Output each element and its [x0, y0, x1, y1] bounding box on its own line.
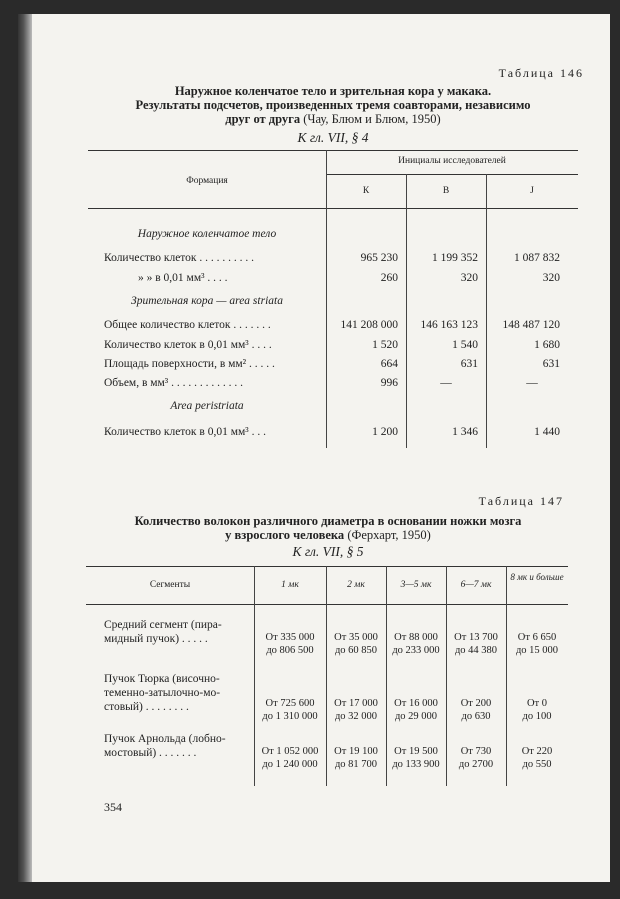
cell-value: 1 087 832 [514, 252, 560, 264]
range-cell: От 19 100 до 81 700 [334, 746, 378, 770]
row-label: Площадь поверхности, в мм² . . . . . [104, 358, 275, 370]
table-147-top-rule [86, 566, 568, 567]
header-diameter: 2 мк [347, 580, 365, 590]
range-cell: От 725 600 до 1 310 000 [262, 698, 318, 722]
table-147-head-rule [86, 604, 568, 605]
cell-value: 146 163 123 [420, 319, 478, 331]
range-cell: От 1 052 000 до 1 240 000 [261, 746, 319, 770]
header-initials: Инициалы исследователей [398, 156, 506, 166]
cell-value: 1 680 [534, 339, 560, 351]
table-146-caption [98, 84, 568, 126]
scan-shadow-edge [18, 14, 32, 882]
cell-value: 1 540 [452, 339, 478, 351]
segment-label [104, 618, 222, 646]
cell-value: 1 520 [372, 339, 398, 351]
label-line: стовый) . . . . . . . . [104, 701, 189, 713]
range-cell: От 220 до 550 [521, 746, 553, 770]
range-cell: От 13 700 до 44 380 [454, 632, 498, 656]
cell-value: 664 [380, 358, 398, 370]
range-cell: От 88 000 до 233 000 [392, 632, 440, 656]
range-cell: От 35 000 до 60 850 [334, 632, 378, 656]
label-line: Средний сегмент (пира- [104, 619, 222, 631]
row-label: Количество клеток в 0,01 мм³ . . . . [104, 339, 272, 351]
row-label: Объем, в мм³ . . . . . . . . . . . . . [104, 377, 244, 389]
cell-value: 996 [380, 377, 398, 389]
row-label: » » в 0,01 мм³ . . . . [138, 272, 228, 284]
scan-frame-top [0, 0, 620, 14]
page-number: 354 [104, 800, 122, 814]
header-col-b: B [442, 186, 450, 196]
header-diameter: 1 мк [281, 580, 299, 590]
cell-value: — [526, 377, 538, 389]
table-146-top-rule [88, 150, 578, 151]
range-cell: От 0 до 100 [522, 698, 552, 722]
range-cell: От 200 до 630 [460, 698, 492, 722]
header-diameter: 8 мк и больше [510, 572, 564, 582]
header-diameter: 6—7 мк [460, 580, 492, 590]
table-146-head-rule [88, 208, 578, 209]
cell-value: 1 346 [452, 426, 478, 438]
caption-line: друг от друга (Чау, Блюм и Блюм, 1950) [225, 112, 441, 126]
cell-value: 320 [542, 272, 560, 284]
cell-value: 631 [460, 358, 478, 370]
section-heading: Area peristriata [170, 400, 244, 412]
cell-value: 1 440 [534, 426, 560, 438]
cell-value: 1 200 [372, 426, 398, 438]
table-146-ref: К гл. VII, § 4 [297, 130, 369, 145]
label-line: Пучок Тюрка (височно- [104, 673, 220, 685]
book-page [18, 14, 610, 882]
header-col-j: J [530, 186, 534, 196]
section-heading: Зрительная кора — area striata [131, 295, 283, 307]
label-line: Пучок Арнольда (лобно- [104, 733, 226, 745]
segment-label [104, 732, 226, 760]
label-line: теменно-затылочно-мо- [104, 687, 221, 699]
caption-line: у взрослого человека (Ферхарт, 1950) [225, 528, 431, 542]
range-cell: От 16 000 до 29 000 [394, 698, 438, 722]
header-diameter: 3—5 мк [400, 580, 432, 590]
cell-value: 631 [542, 358, 560, 370]
section-heading: Наружное коленчатое тело [137, 228, 277, 240]
table-146-label: Таблица 146 [498, 66, 584, 80]
header-col-k: К [362, 186, 370, 196]
range-cell: От 6 650 до 15 000 [515, 632, 559, 656]
row-label: Общее количество клеток . . . . . . . [104, 319, 271, 331]
cell-value: 320 [460, 272, 478, 284]
range-cell: От 335 000 до 806 500 [265, 632, 315, 656]
row-label: Количество клеток . . . . . . . . . . [104, 252, 255, 264]
table-147-ref: К гл. VII, § 5 [292, 544, 364, 559]
range-cell: От 19 500 до 133 900 [392, 746, 440, 770]
caption-line: Результаты подсчетов, произведенных тремя соавторами, независимо [135, 98, 531, 112]
cell-value: 1 199 352 [432, 252, 478, 264]
cell-value: 148 487 120 [502, 319, 560, 331]
cell-value: — [440, 377, 452, 389]
cell-value: 141 208 000 [340, 319, 398, 331]
label-line: мостовый) . . . . . . . [104, 747, 197, 759]
range-cell: От 17 000 до 32 000 [334, 698, 378, 722]
table-147-caption [88, 514, 568, 542]
range-cell: От 730 до 2700 [458, 746, 494, 770]
header-segments: Сегменты [149, 580, 191, 590]
table-147-label: Таблица 147 [478, 494, 564, 508]
table-146-sub-rule [326, 174, 578, 175]
table-146-col-line [486, 174, 487, 448]
caption-line: Наружное коленчатое тело и зрительная кора у макака. [174, 84, 492, 98]
row-label: Количество клеток в 0,01 мм³ . . . [104, 426, 266, 438]
cell-value: 260 [380, 272, 398, 284]
segment-label [104, 672, 220, 714]
table-146-col-line [406, 174, 407, 448]
label-line: мидный пучок) . . . . . [104, 633, 208, 645]
caption-line: Количество волокон различного диаметра в основании ножки мозга [134, 514, 522, 528]
header-formation: Формация [186, 176, 228, 186]
cell-value: 965 230 [360, 252, 398, 264]
